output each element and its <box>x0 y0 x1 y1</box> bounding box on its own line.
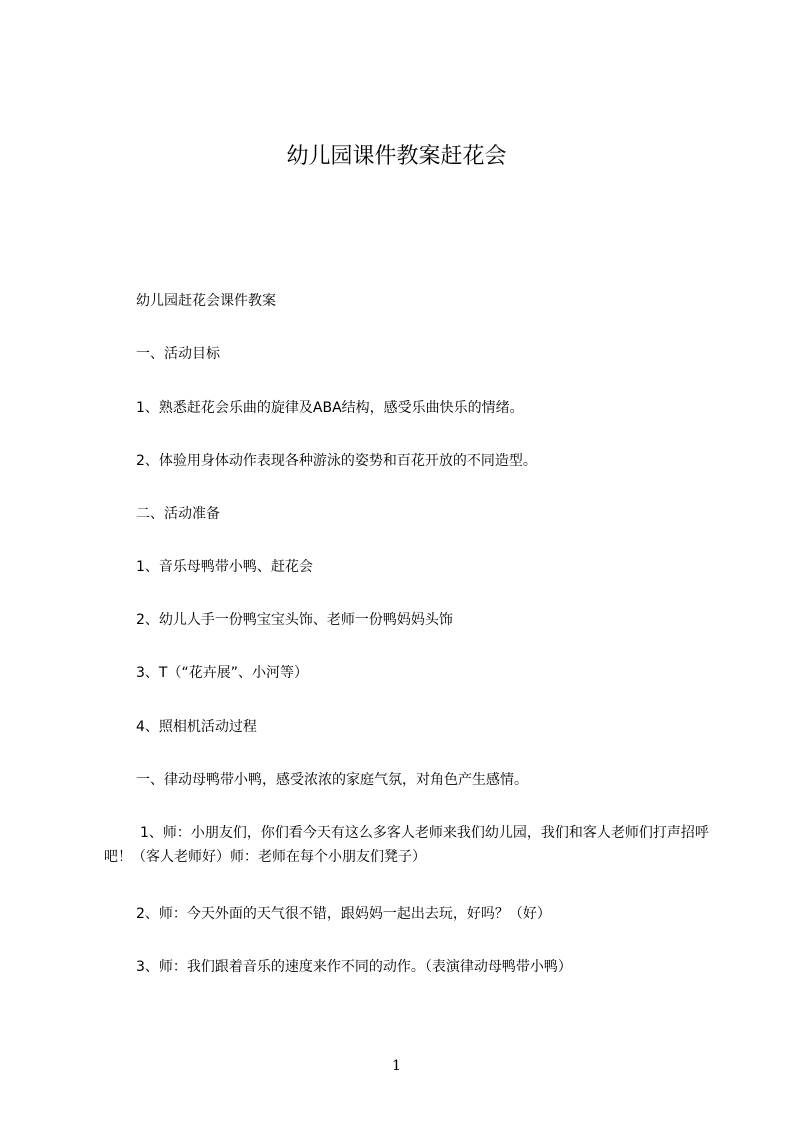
paragraph: 2、师：今天外面的天气很不错，跟妈妈一起出去玩，好吗？（好） <box>136 906 551 922</box>
paragraph: 二、活动准备 <box>136 506 220 522</box>
paragraph: 一、活动目标 <box>136 346 220 362</box>
paragraph: 2、体验用身体动作表现各种游泳的姿势和百花开放的不同造型。 <box>136 453 537 469</box>
paragraph: 3、T（“花卉展”、小河等） <box>136 665 308 681</box>
document-title: 幼儿园课件教案赶花会 <box>286 144 507 169</box>
paragraph: 1、熟悉赶花会乐曲的旋律及ABA结构，感受乐曲快乐的情绪。 <box>136 400 524 416</box>
paragraph: 1、音乐母鸭带小鸭、赶花会 <box>136 559 313 575</box>
paragraph: 1、师：小朋友们，你们看今天有这么多客人老师来我们幼儿园，我们和客人老师们打声招呼吧！（客人老师好）师：老师在每个小朋友们凳子） <box>104 825 709 865</box>
paragraph: 4、照相机活动过程 <box>136 719 257 735</box>
paragraph: 幼儿园赶花会课件教案 <box>136 293 276 309</box>
paragraph: 2、幼儿人手一份鸭宝宝头饰、老师一份鸭妈妈头饰 <box>136 612 453 628</box>
paragraph: 3、师：我们跟着音乐的速度来作不同的动作。（表演律动母鸭带小鸭） <box>136 959 572 975</box>
paragraph: 一、律动母鸭带小鸭，感受浓浓的家庭气氛，对角色产生感情。 <box>136 772 528 788</box>
page-number: 1 <box>392 1058 401 1074</box>
